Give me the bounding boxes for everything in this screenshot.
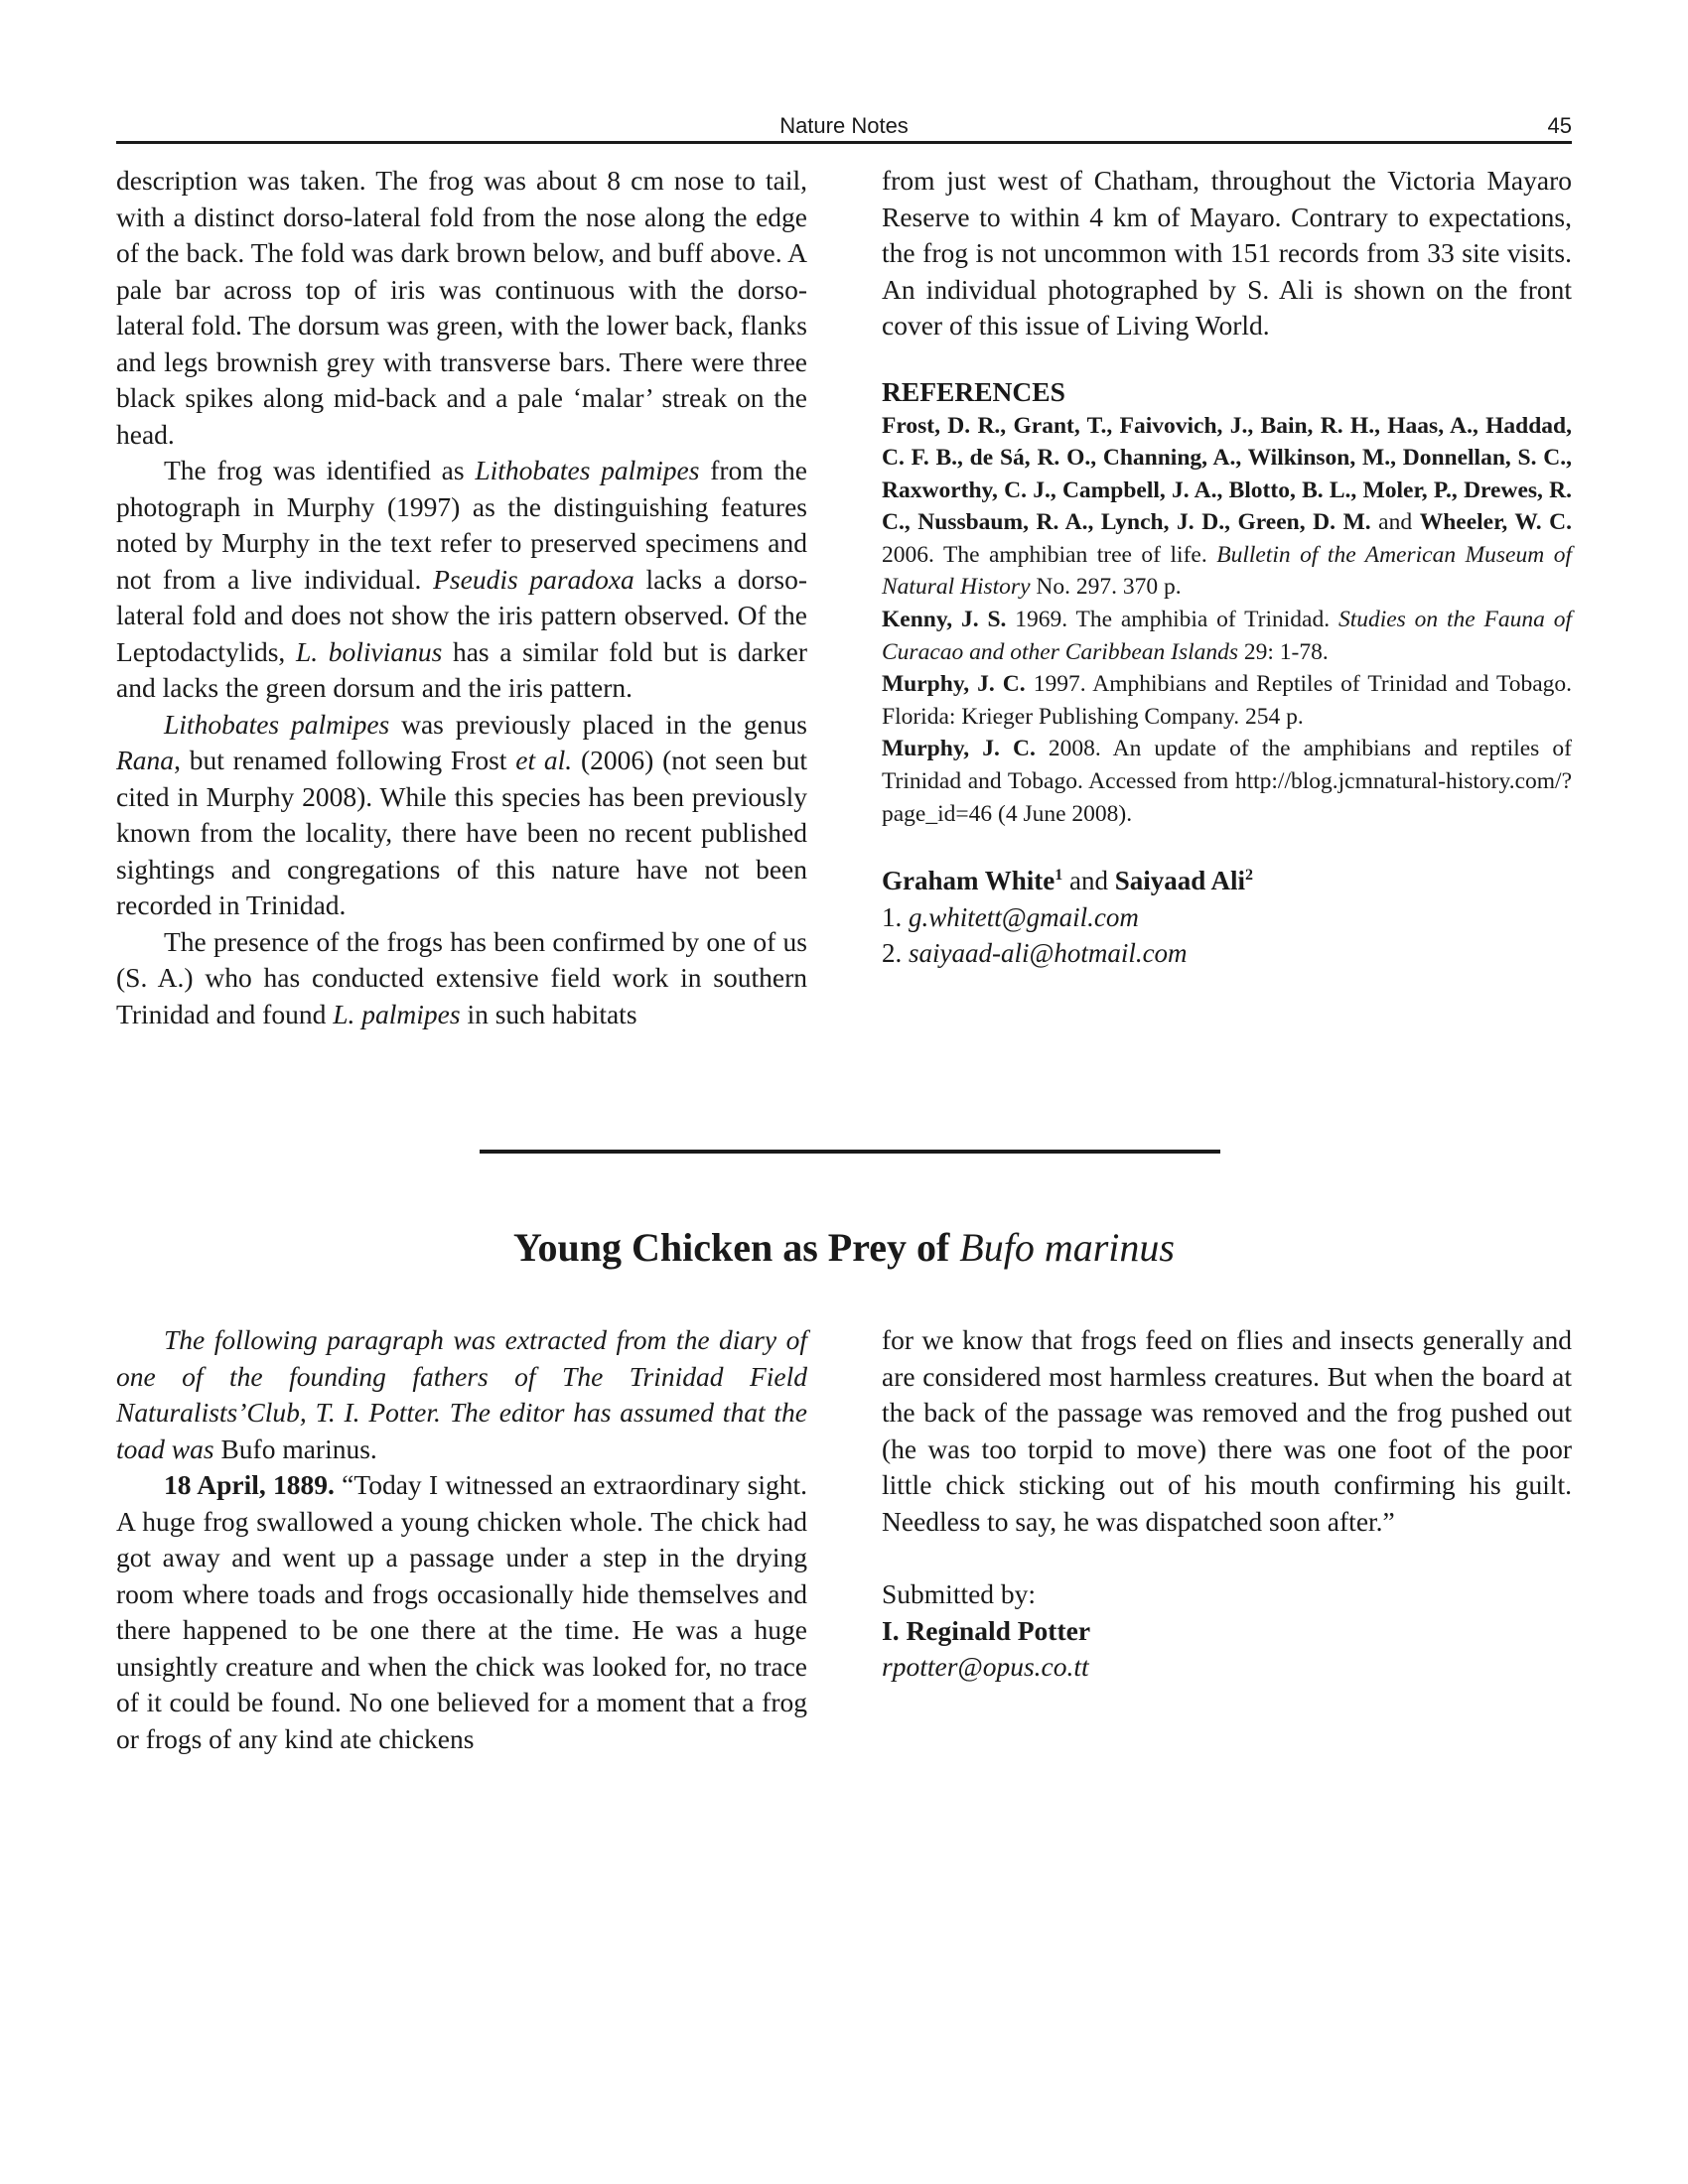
submitter-email: rpotter@opus.co.tt xyxy=(882,1651,1089,1682)
section-divider xyxy=(480,1150,1220,1154)
submitted-by-label: Submitted by: xyxy=(882,1578,1037,1609)
diary-date: 18 April, 1889. xyxy=(164,1469,335,1500)
reference-item: Murphy, J. C. 2008. An update of the amphibians and reptiles of Trinidad and Tobago. Accessed from http://blog.jcmnatural-history.com/?page_id=46 (4 June 2008). xyxy=(882,736,1572,827)
reference-item: Frost, D. R., Grant, T., Faivovich, J., Bain, R. H., Haas, A., Haddad, C. F. B., de Sá, R. O., Channing, A., Wilkinson, M., Donnellan, S. C., Raxworthy, C. J., Campbell, J. A., Blotto, B. L., Moler, P., Drewes, R. C., Nussbaum, R. A., Lynch, J. D., Green, D. M. and Wheeler, W. C. 2006. The amphibian tree of life. Bulletin of the American Museum of Natural History No. 297. 370 p. xyxy=(882,412,1572,601)
author-byline: Graham White$^1$ and Saiyaad Ali$^2$ xyxy=(882,866,1254,896)
species-name: Pseudis paradoxa xyxy=(433,563,634,595)
page-number: 45 xyxy=(1547,113,1572,138)
reference-item: Murphy, J. C. 1997. Amphibians and Reptiles of Trinidad and Tobago. Florida: Krieger Publishing Company. 254 p. xyxy=(882,671,1573,730)
editor-note: The following paragraph was extracted from the diary of one of the founding fathers of The Trinidad Field Naturalists’Club, T. I. Potter. The editor has assumed that the toad was Bufo marinus. xyxy=(116,1324,807,1464)
article1-right-column xyxy=(882,163,1572,972)
article-title: Young Chicken as Prey of Bufo marinus xyxy=(513,1225,1175,1270)
species-name: L. palmipes xyxy=(333,998,461,1029)
paragraph: The presence of the frogs has been confirmed by one of us (S. A.) who has conducted extensive field work in southern Trinidad and found L. palmipes in such habitats xyxy=(116,925,807,1029)
species-name: L. bolivianus xyxy=(295,635,443,667)
paragraph: description was taken. The frog was about 8 cm nose to tail, with a distinct dorso-lateral fold from the nose along the edge of the back. The fold was dark brown below, and buff above. A pale bar across top of iris was continuous with the dorso-lateral fold. The dorsum was green, with the lower back, flanks and legs brownish grey with transverse bars. There were three black spikes along mid-back and a pale ‘malar’ streak on the head. xyxy=(116,165,807,450)
paragraph: for we know that frogs feed on flies and insects generally and are considered most harmless creatures. But when the board at the back of the passage was removed and the frog pushed out (he was too torpid to move) there was one foot of the poor little chick sticking out of his mouth confirming his guilt. Needless to say, he was dispatched soon after.” xyxy=(882,1324,1572,1537)
species-name: Lithobates palmipes xyxy=(164,708,390,740)
paragraph: The frog was identified as Lithobates palmipes from the photograph in Murphy (1997) as the distinguishing features noted by Murphy in the text refer to preserved specimens and not from a live individual. Pseudis paradoxa lacks a dorso-lateral fold and does not show the iris pattern observed. Of the Leptodactylids, L. bolivianus has a similar fold but is darker and lacks the green dorsum and the iris pattern. xyxy=(116,455,808,703)
article1-left-column xyxy=(116,163,807,1032)
article2-left-column xyxy=(116,1322,807,1757)
author-email: 1. g.whitett@gmail.com xyxy=(882,901,1139,932)
article2-right-column xyxy=(882,1322,1572,1686)
genus-name: Rana xyxy=(116,745,175,775)
submitter-name: I. Reginald Potter xyxy=(882,1614,1091,1646)
author-email: 2. saiyaad-ali@hotmail.com xyxy=(882,938,1188,969)
running-title: Nature Notes xyxy=(779,113,909,138)
paragraph: from just west of Chatham, throughout the Victoria Mayaro Reserve to within 4 km of Mayaro. Contrary to expectations, the frog is not uncommon with 151 records from 33 site visits. An individual photographed by S. Ali is shown on the front cover of this issue of Living World. xyxy=(882,165,1572,341)
paragraph: Lithobates palmipes was previously placed in the genus Rana, but renamed following Frost et al. (2006) (not seen but cited in Murphy 2008). While this species has been previously known from the locality, there have been no recent published sightings and congregations of this nature have not been recorded in Trinidad. xyxy=(116,708,808,920)
references-heading: REFERENCES xyxy=(882,375,1065,407)
species-name: Lithobates palmipes xyxy=(475,455,700,485)
page-header xyxy=(116,109,1572,144)
reference-item: Kenny, J. S. 1969. The amphibia of Trinidad. Studies on the Fauna of Curacao and other Caribbean Islands 29: 1-78. xyxy=(882,607,1572,665)
paragraph: 18 April, 1889. “Today I witnessed an extraordinary sight. A huge frog swallowed a young chicken whole. The chick had got away and went up a passage under a step in the drying room where toads and frogs occasionally hide themselves and there happened to be one there at the time. He was a huge unsightly creature and when the chick was looked for, no trace of it could be found. No one believed for a moment that a frog or frogs of any kind ate chickens xyxy=(116,1469,808,1754)
